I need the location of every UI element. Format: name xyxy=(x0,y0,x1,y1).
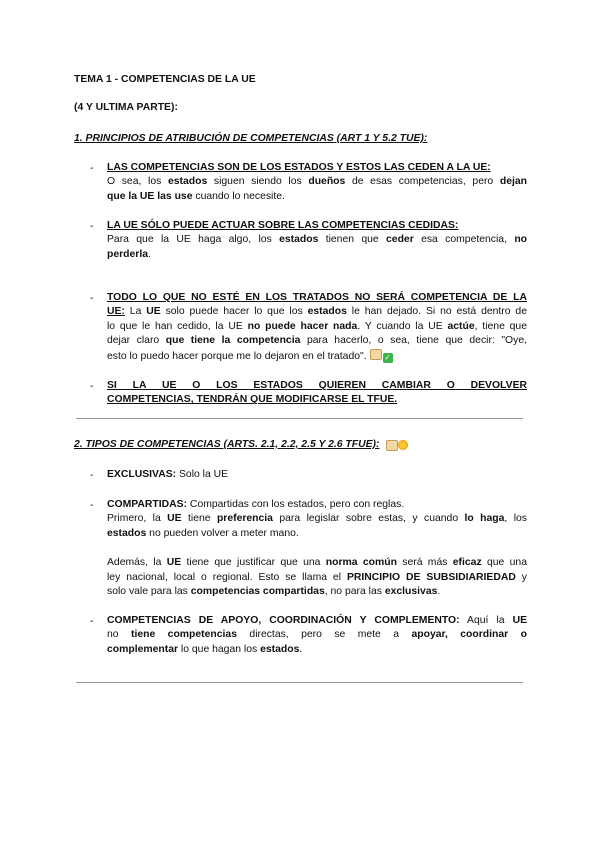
bullet-dash: - xyxy=(90,500,94,511)
bullet-dash: - xyxy=(90,616,94,627)
item-text-line: COMPETENCIAS DE APOYO, COORDINACIÓN Y COMPLEMENTO: Aquí la UE xyxy=(107,615,527,626)
list-item xyxy=(107,379,527,408)
list-item xyxy=(107,291,527,364)
bullet-dash: - xyxy=(90,293,94,304)
page-title: TEMA 1 - COMPETENCIAS DE LA UE xyxy=(74,74,256,85)
check-mark-emoji-icon: ✓ xyxy=(384,352,391,362)
section-1-heading: 1. PRINCIPIOS DE ATRIBUCIÓN DE COMPETENCIAS (ART 1 Y 5.2 TUE): xyxy=(74,133,428,144)
list-item xyxy=(107,498,527,599)
item-text-line: Primero, la UE tiene preferencia para legislar sobre estas, y cuando lo haga, los xyxy=(107,513,527,525)
list-item xyxy=(107,468,527,482)
list-item xyxy=(107,161,527,204)
bullet-dash: - xyxy=(90,163,94,174)
item-text-line: esto lo puedo hacer porque me lo dejaron en el tratado". ✓ xyxy=(107,350,391,362)
item-text-line: COMPARTIDAS: Compartidas con los estados, pero con reglas. xyxy=(107,499,405,510)
item-text-line: lo que le han cedido, la UE no puede hacer nada. Y cuando la UE actúe, tiene que xyxy=(107,320,527,332)
bullet-dash: - xyxy=(90,470,94,481)
collision-emoji-icon xyxy=(398,440,408,450)
item-text-line: EXCLUSIVAS: Solo la UE xyxy=(107,469,229,480)
item-text-line: no tiene competencias directas, pero se mete a apoyar, coordinar o xyxy=(107,629,527,641)
bullet-dash: - xyxy=(90,221,94,232)
item-text-line: perderla. xyxy=(107,248,151,260)
scroll-emoji-icon xyxy=(370,349,382,360)
item-text-line: complementar lo que hagan los estados. xyxy=(107,643,303,655)
item-text-line: ley nacional, local o regional. Esto se llama el PRINCIPIO DE SUBSIDIARIEDAD y xyxy=(107,571,528,583)
horizontal-divider xyxy=(76,682,523,683)
item-text-line: solo vale para las competencias compartidas, no para las exclusivas. xyxy=(107,586,441,598)
list-item xyxy=(107,219,527,262)
item-text-line: que la UE las use cuando lo necesite. xyxy=(107,190,285,202)
item-text-line: dejar claro que tiene la competencia para hacerlo, o sea, tiene que decir: "Oye, xyxy=(107,335,527,347)
item-text-line: O sea, los estados siguen siendo los dueños de esas competencias, pero dejan xyxy=(107,176,527,188)
item-heading: LA UE SÓLO PUEDE ACTUAR SOBRE LAS COMPETENCIAS CEDIDAS: xyxy=(107,220,459,231)
item-text-line: Para que la UE haga algo, los estados tienen que ceder esa competencia, no xyxy=(107,234,528,246)
item-heading: LAS COMPETENCIAS SON DE LOS ESTADOS Y ESTOS LAS CEDEN A LA UE: xyxy=(107,162,491,173)
item-heading: COMPETENCIAS, TENDRÁN QUE MODIFICARSE EL TFUE. xyxy=(107,394,398,406)
item-text-line: UE: La UE solo puede hacer lo que los estados le han dejado. Si no está dentro de xyxy=(107,306,527,318)
item-text-line: estados no pueden volver a meter mano. xyxy=(107,527,299,539)
list-item xyxy=(107,614,527,657)
item-heading: TODO LO QUE NO ESTÉ EN LOS TRATADOS NO SERÁ COMPETENCIA DE LA xyxy=(107,292,527,303)
item-text-line: Además, la UE tiene que justificar que una norma común será más eficaz que una xyxy=(107,557,527,569)
section-2-heading: 2. TIPOS DE COMPETENCIAS (ARTS. 2.1, 2.2, 2.5 Y 2.6 TFUE): xyxy=(74,439,380,450)
bullet-dash: - xyxy=(90,381,94,392)
page-subtitle: (4 Y ULTIMA PARTE): xyxy=(74,102,178,113)
horizontal-divider xyxy=(76,418,523,419)
scroll-emoji-icon xyxy=(386,440,398,451)
item-heading: SI LA UE O LOS ESTADOS QUIEREN CAMBIAR O DEVOLVER xyxy=(107,380,527,391)
